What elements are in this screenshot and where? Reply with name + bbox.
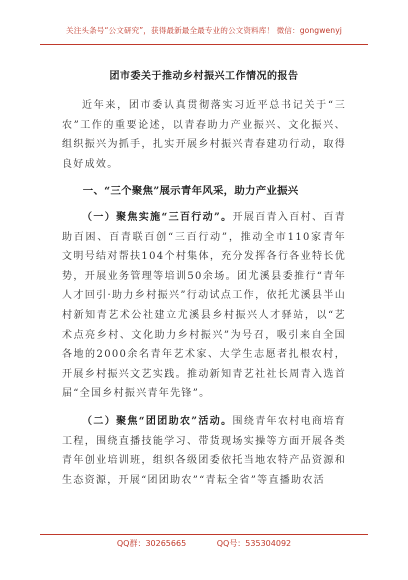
item-title-2: （二）聚焦“团团助农”活动。	[82, 415, 233, 427]
header-banner: 关注头条号“公文研究”，获得最新最全最专业的公文资料库！ 微信：gongwenyj	[66, 26, 342, 35]
footer-divider	[40, 534, 368, 535]
item-paragraph-2	[62, 412, 346, 490]
footer-qq-group: QQ群：30265665	[116, 539, 187, 548]
item-paragraph-1	[62, 208, 346, 404]
document-body	[62, 96, 346, 490]
intro-paragraph: 近年来，团市委认真贯彻落实习近平总书记关于“三农”工作的重要论述，以青春助力产业振兴、文化振兴、组织振兴为抓手，扎实开展乡村振兴青春建功行动，取得良好成效。	[62, 100, 346, 170]
item-body-2: 围绕青年农村电商培育工程，围绕直播技能学习、带货现场实操等方面开展各类青年创业培训班，组织各级团委依托当地农特产品资源和生态资源，开展“团团助农”“青耘全省”等直播助农活	[62, 415, 346, 486]
item-body-1: 开展百青入百村、百青助百困、百青联百创“三百行动”，推动全市110家青年文明号结对帮扶104个村集体，充分发挥各行各业特长优势，开展业务管理等培训50余场。团尤溪县委推行“青年人才回引·助力乡村振兴”行动试点工作，依托尤溪县半山村新知青艺术公社建立尤溪县乡村振兴人才驿站，以“艺术点亮乡村、文化助力乡村振兴”为号召，吸引来自全国各地的2000余名青年艺术家、大学生志愿者扎根农村，开展乡村振兴文艺实践。推动新知青艺社社长周青入选首届“全国乡村振兴青年先锋”。	[62, 211, 346, 400]
page-title: 团市委关于推动乡村振兴工作情况的报告	[109, 71, 299, 82]
item-title-1: （一）聚焦实施“三百行动”。	[82, 211, 233, 223]
footer-contacts	[0, 538, 408, 549]
footer-qq-number: QQ号：535304092	[216, 539, 292, 548]
section-heading: 一、“三个聚焦”展示青年风采，助力产业振兴	[82, 185, 299, 198]
header-divider	[40, 44, 368, 45]
